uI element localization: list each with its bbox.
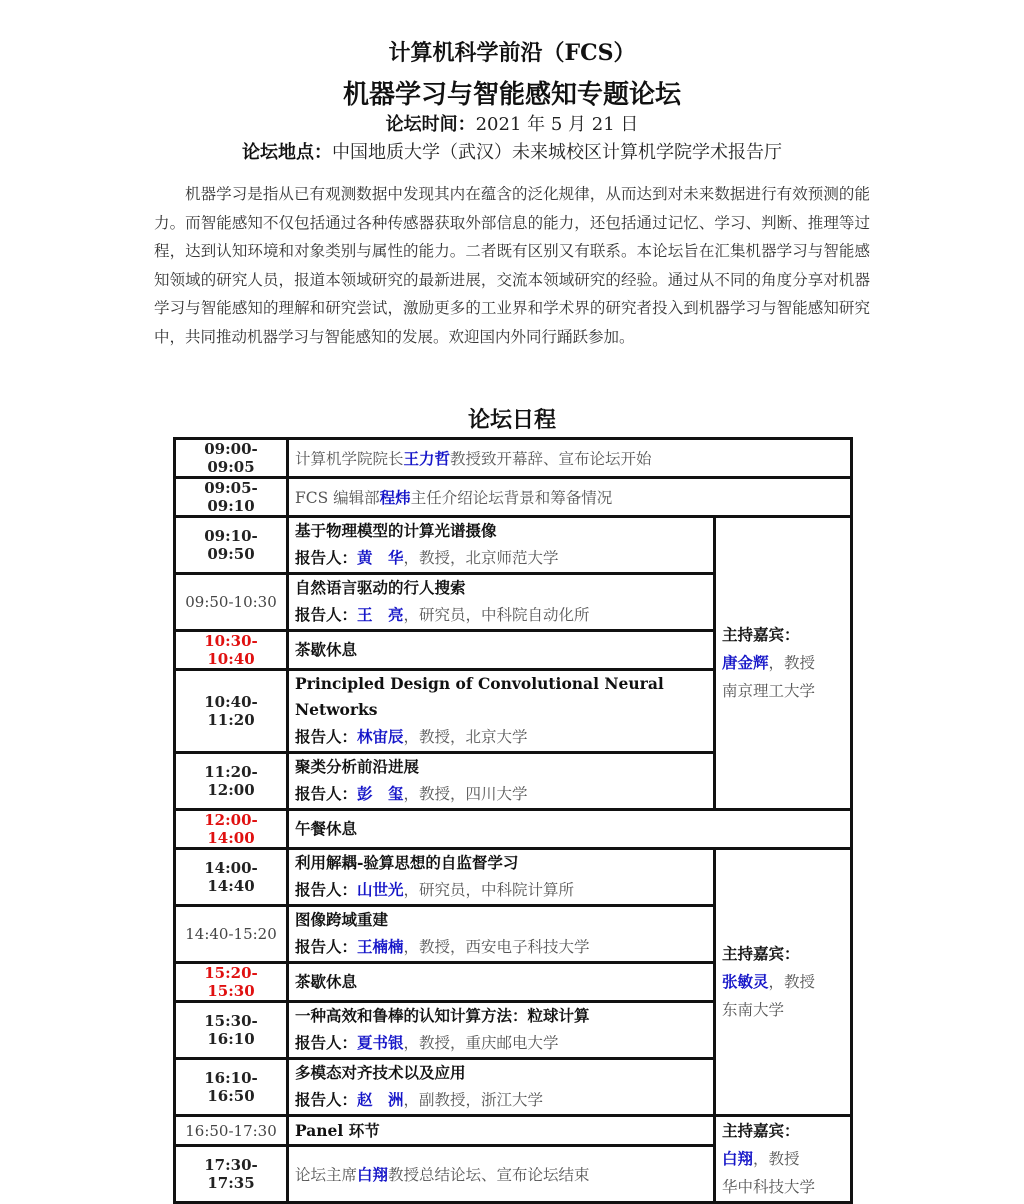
speaker-line: [295, 933, 707, 961]
time-cell: 17:30-17:35: [175, 1146, 288, 1203]
text: 教授致开幕辞、宣布论坛开始: [450, 450, 652, 468]
speaker-label: 报告人：: [295, 1090, 358, 1109]
time-cell: 09:00-09:05: [175, 439, 288, 478]
content-cell: [288, 631, 715, 670]
content-cell: [288, 963, 715, 1002]
content-cell: [288, 1146, 715, 1203]
content-cell: [288, 1002, 715, 1059]
time-cell: 10:40-11:20: [175, 670, 288, 753]
host-name-line: [722, 1145, 844, 1173]
panel-title: Panel 环节: [295, 1120, 380, 1140]
talk-title: 基于物理模型的计算光谱摄像: [295, 521, 497, 540]
schedule-row: [175, 478, 852, 517]
content-cell: [288, 670, 715, 753]
speaker-affiliation: ，教授，北京师范大学: [403, 549, 559, 567]
schedule-row: [175, 439, 852, 478]
speaker-affiliation: ，教授，重庆邮电大学: [403, 1034, 559, 1052]
text: 论坛主席: [295, 1166, 358, 1185]
content-cell: [288, 1116, 715, 1146]
talk-title: 利用解耦-验算思想的自监督学习: [295, 853, 519, 872]
schedule-table: [173, 437, 853, 1204]
speaker-name: 彭 玺: [357, 784, 404, 803]
speaker-name: 黄 华: [357, 548, 404, 567]
content-cell: [288, 517, 715, 574]
schedule-row: [175, 849, 852, 906]
speaker-label: 报告人：: [295, 937, 358, 956]
host-title: ，教授: [753, 1150, 800, 1168]
speaker-name: 夏书银: [357, 1033, 404, 1052]
talk-title: 一种高效和鲁棒的认知计算方法：粒球计算: [295, 1006, 590, 1025]
host-name-line: [722, 968, 844, 996]
time-cell: 14:40-15:20: [175, 906, 288, 963]
content-cell: [288, 810, 852, 849]
header-line1: 计算机科学前沿（FCS）: [388, 40, 636, 66]
speaker-name: 林宙辰: [357, 727, 404, 746]
speaker-label: 报告人：: [295, 1033, 358, 1052]
host-name: 张敏灵: [722, 972, 769, 991]
header-line2: 机器学习与智能感知专题论坛: [342, 80, 681, 110]
time-cell: 09:50-10:30: [175, 574, 288, 631]
break-title: 午餐休息: [295, 819, 358, 838]
content-cell: [288, 1059, 715, 1116]
forum-time: [0, 110, 1024, 136]
speaker-affiliation: ，副教授，浙江大学: [403, 1091, 544, 1109]
host-name: 唐金辉: [722, 653, 769, 672]
speaker-name: 王 亮: [357, 605, 404, 624]
time-cell: 09:10-09:50: [175, 517, 288, 574]
schedule-row: [175, 1116, 852, 1146]
text: FCS 编辑部: [295, 489, 380, 507]
host-label: 主持嘉宾：: [722, 625, 800, 644]
speaker-line: [295, 723, 707, 751]
host-label: 主持嘉宾：: [722, 944, 800, 963]
speaker-label: 报告人：: [295, 548, 358, 567]
forum-place: [0, 138, 1024, 164]
speaker-label: 报告人：: [295, 880, 358, 899]
time-cell: 12:00-14:00: [175, 810, 288, 849]
time-cell: 09:05-09:10: [175, 478, 288, 517]
break-title: 茶歇休息: [295, 972, 358, 991]
schedule-row: [175, 810, 852, 849]
speaker-name: 王楠楠: [357, 937, 404, 956]
content-cell: [288, 439, 852, 478]
speaker-affiliation: ，教授，四川大学: [403, 785, 528, 803]
speaker-line: [295, 1086, 707, 1114]
content-cell: [288, 478, 852, 517]
talk-title: 图像跨域重建: [295, 910, 389, 929]
schedule-title: 论坛日程: [467, 407, 556, 433]
time-cell: 16:50-17:30: [175, 1116, 288, 1146]
person-name: 王力哲: [403, 449, 451, 468]
speaker-affiliation: ，研究员，中科院自动化所: [403, 606, 590, 624]
speaker-affiliation: ，教授，西安电子科技大学: [403, 938, 590, 956]
speaker-name: 赵 洲: [357, 1090, 404, 1109]
talk-title: 自然语言驱动的行人搜索: [295, 578, 466, 597]
host-title: ，教授: [768, 654, 816, 672]
place-value: 中国地质大学（武汉）未来城校区计算机学院学术报告厅: [332, 142, 782, 163]
time-cell: 15:30-16:10: [175, 1002, 288, 1059]
time-cell: 11:20-12:00: [175, 753, 288, 810]
speaker-line: [295, 544, 707, 572]
time-cell: 15:20-15:30: [175, 963, 288, 1002]
speaker-line: [295, 780, 707, 808]
talk-title: Principled Design of Convolutional Neural Networks: [295, 674, 664, 719]
time-cell: 10:30-10:40: [175, 631, 288, 670]
speaker-affiliation: ，教授，北京大学: [403, 728, 528, 746]
speaker-label: 报告人：: [295, 727, 358, 746]
host-name-line: [722, 649, 844, 677]
host-cell: [715, 517, 852, 810]
time-value: 2021 年 5 月 21 日: [475, 114, 639, 135]
time-cell: 14:00-14:40: [175, 849, 288, 906]
person-name: 白翔: [357, 1165, 389, 1185]
talk-title: 多模态对齐技术以及应用: [295, 1063, 466, 1082]
text: 计算机学院院长: [295, 450, 404, 468]
speaker-label: 报告人：: [295, 605, 358, 624]
text: 教授总结论坛、宣布论坛结束: [388, 1166, 590, 1185]
text: 主任介绍论坛背景和筹备情况: [410, 489, 613, 507]
intro-paragraph: 机器学习是指从已有观测数据中发现其内在蕴含的泛化规律，从而达到对未来数据进行有效预测的能力。而智能感知不仅包括通过各种传感器获取外部信息的能力，还包括通过记忆、学习、判断、推理等过程，达到认知环境和对象类别与属性的能力。二者既有区别又有联系。本论坛旨在汇集机器学习与智能感知领域的研究人员，报道本领域研究的最新进展，交流本领域研究的经验。通过从不同的角度分享对机器学习与智能感知的理解和研究尝试，激励更多的工业界和学术界的研究者投入到机器学习与智能感知研究中，共同推动机器学习与智能感知的发展。欢迎国内外同行踊跃参加。: [154, 185, 870, 346]
host-org: 东南大学: [722, 1001, 785, 1019]
speaker-line: [295, 1029, 707, 1057]
speaker-affiliation: ，研究员，中科院计算所: [403, 881, 575, 899]
host-name: 白翔: [722, 1149, 754, 1168]
host-cell: [715, 849, 852, 1116]
content-cell: [288, 753, 715, 810]
speaker-line: [295, 601, 707, 629]
host-label: 主持嘉宾：: [722, 1121, 800, 1140]
speaker-name: 山世光: [357, 880, 404, 899]
time-label: 论坛时间：: [385, 114, 476, 135]
talk-title: 聚类分析前沿进展: [295, 757, 420, 776]
time-cell: 16:10-16:50: [175, 1059, 288, 1116]
content-cell: [288, 574, 715, 631]
content-cell: [288, 906, 715, 963]
host-org: 华中科技大学: [722, 1178, 816, 1196]
content-cell: [288, 849, 715, 906]
speaker-label: 报告人：: [295, 784, 358, 803]
speaker-line: [295, 876, 707, 904]
break-title: 茶歇休息: [295, 640, 358, 659]
person-name: 程炜: [379, 488, 411, 507]
place-label: 论坛地点：: [242, 142, 332, 163]
schedule-row: [175, 517, 852, 574]
host-cell: [715, 1116, 852, 1203]
host-title: ，教授: [768, 973, 816, 991]
host-org: 南京理工大学: [722, 682, 816, 700]
